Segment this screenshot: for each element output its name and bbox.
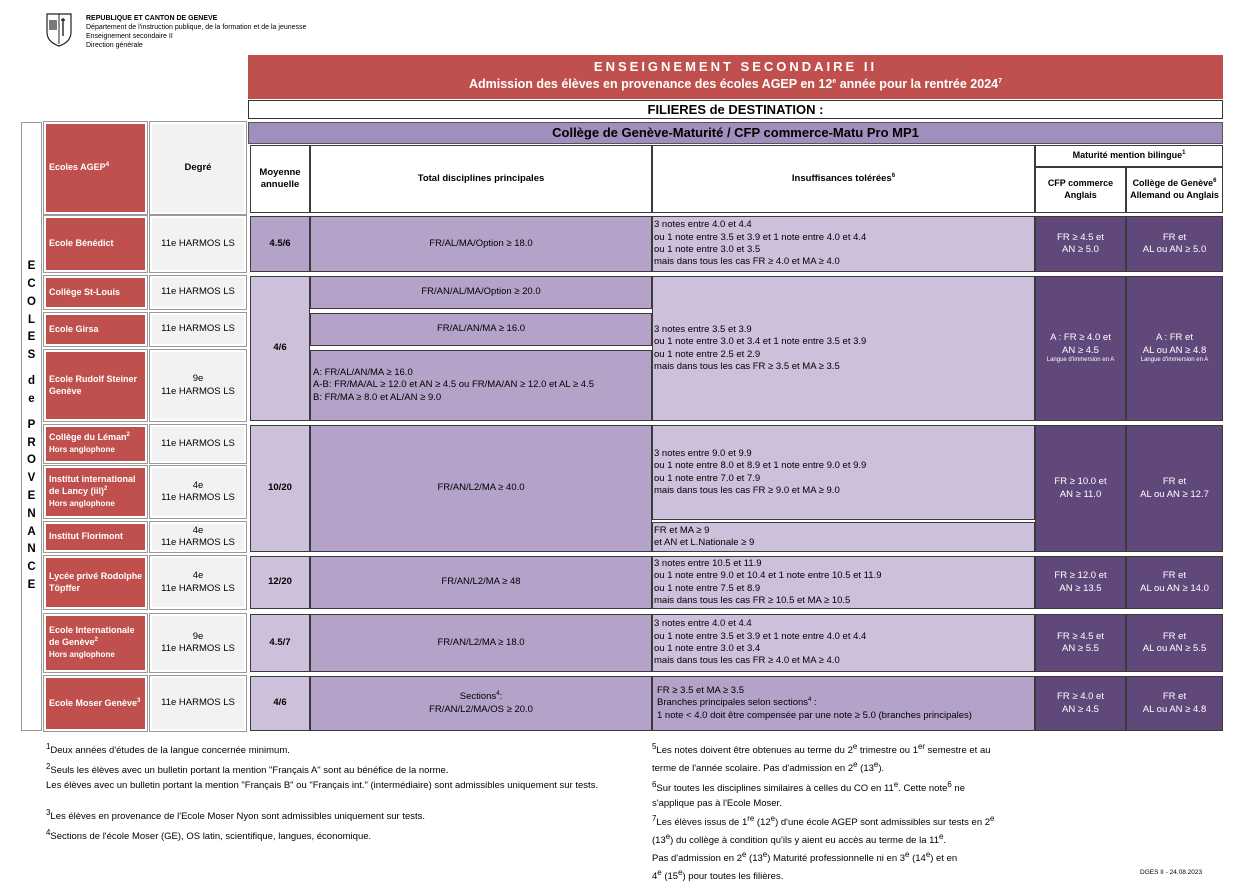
college-3: FR et AL ou AN ≥ 12.7 (1126, 425, 1223, 552)
moyenne-4: 12/20 (250, 556, 310, 609)
footnote-6: $^6$Sur toutes les disciplines similaires à celles du CO en 11e. Cette note$^6$ ne s'applique pas à l'Ecole Moser. (652, 779, 965, 809)
school-degree: 4e 11e HARMOS LS (150, 466, 246, 518)
school-name-cell: Ecole Moser Genève$^3$ (44, 676, 147, 731)
school-degree: 9e 11e HARMOS LS (150, 614, 246, 672)
footnote-7: $^7$Les élèves issus de 1re (12e) d'une école AGEP sont admissibles sur tests en 2e (13e) du collège à condition qu'ils y aient eu accès au terme de la 11e. Pas d'admission en 2e (13e) Maturité professionnelle ni en 3e (14e) et en 4e (15e) pour toutes les filières. (652, 814, 995, 883)
total-2a: FR/AN/AL/MA/Option ≥ 20.0 (310, 276, 652, 309)
side-letter: V (27, 472, 36, 485)
header-lines (86, 14, 306, 50)
doc-reference: DGES II - 24.08.2023 (1140, 869, 1203, 876)
header-line-2: Département de l'instruction publique, de la formation et de la jeunesse (86, 24, 307, 32)
school-name-cell: Collège du Léman$^2$ Hors anglophone (44, 425, 147, 463)
school-degree: 4e 11e HARMOS LS (150, 522, 246, 552)
college-4: FR et AL ou AN ≥ 14.0 (1126, 556, 1223, 609)
school-name-cell: Institut international de Lancy (iil)$^2$ Hors anglophone (44, 466, 147, 518)
school-name: Institut international de Lancy (iil) (49, 474, 136, 497)
school-degree: 11e HARMOS LS (150, 313, 246, 346)
moyenne-5: 4.5/7 (250, 614, 310, 672)
moyenne-2: 4/6 (250, 276, 310, 421)
school-name: Ecole Internationale de Genève (49, 625, 135, 648)
school-name-cell (44, 276, 147, 309)
banner-title: ENSEIGNEMENT SECONDAIRE II (593, 59, 878, 74)
school-name-cell (44, 216, 147, 272)
cfp-1: FR ≥ 4.5 et AN ≥ 5.0 (1035, 216, 1126, 272)
school-degree: 11e HARMOS LS (150, 276, 246, 309)
side-letter: O (27, 295, 36, 308)
moyenne-6: 4/6 (250, 676, 310, 731)
school-name-cell (44, 350, 147, 421)
school-name-cell (44, 556, 147, 609)
total-1: FR/AL/MA/Option ≥ 18.0 (310, 216, 652, 272)
school-note: Hors anglophone (49, 445, 115, 454)
school-name: Ecole Girsa (49, 323, 99, 334)
total-4: FR/AN/L2/MA ≥ 48 (310, 556, 652, 609)
insuff-4: 3 notes entre 10.5 et 11.9 ou 1 note entre 9.0 et 10.4 et 1 note entre 10.5 et 11.9 ou 1 note entre 7.5 et 8.9 mais dans tous les cas FR ≥ 10.5 et MA ≥ 10.5 (652, 556, 1035, 609)
school-degree: 11e HARMOS LS (150, 216, 246, 272)
school-note: Hors anglophone (49, 498, 115, 508)
footnote-3: $^3$Les élèves en provenance de l'Ecole Moser Nyon sont admissibles uniquement sur tests. (46, 808, 426, 823)
school-name: Collège St-Louis (49, 286, 121, 297)
total-3: FR/AN/L2/MA ≥ 40.0 (310, 425, 652, 552)
school-name-cell: Ecole Internationale de Genève$^2$ Hors anglophone (44, 614, 147, 672)
insuff-3: 3 notes entre 9.0 et 9.9 ou 1 note entre 8.0 et 8.9 et 1 note entre 9.0 et 9.9 ou 1 note entre 7.0 et 7.9 mais dans tous les cas FR ≥ 9.0 et MA ≥ 9.0 (652, 425, 1035, 520)
insuff-1: 3 notes entre 4.0 et 4.4 ou 1 note entre 3.5 et 3.9 et 1 note entre 4.0 et 4.4 ou 1 note entre 3.0 et 3.5 mais dans tous les cas FR ≥ 4.0 et MA ≥ 4.0 (652, 216, 1035, 272)
header-line-3: Enseignement secondaire II (86, 33, 173, 41)
school-name-cell (44, 313, 147, 346)
header-insuffisances: Insuffisances tolérées$^6$ (652, 145, 1035, 213)
side-letter: C (27, 561, 36, 574)
school-name: Ecole Rudolf Steiner Genève (49, 373, 138, 396)
footnotes-right (652, 741, 1052, 885)
school-degree: 4e 11e HARMOS LS (150, 556, 246, 609)
insuff-5: 3 notes entre 4.0 et 4.4 ou 1 note entre 3.5 et 3.9 et 1 note entre 4.0 et 4.4 ou 1 note entre 3.0 et 3.4 mais dans tous les cas FR ≥ 4.0 et MA ≥ 4.0 (652, 614, 1035, 672)
filieres-title: FILIERES de DESTINATION : (248, 100, 1223, 119)
header-ecoles-agep: Ecoles AGEP$^4$ (44, 122, 147, 214)
footnotes-left (46, 741, 646, 845)
school-name: Lycée privé Rodolphe Töpffer (49, 570, 143, 593)
moyenne-1: 4.5/6 (250, 216, 310, 272)
school-name: Institut Florimont (49, 531, 123, 542)
insuff-2: 3 notes entre 3.5 et 3.9 ou 1 note entre 3.0 et 3.4 et 1 note entre 3.5 et 3.9 ou 1 note entre 2.5 et 2.9 mais dans tous les cas FR ≥ 3.5 et MA ≥ 3.5 (652, 276, 1035, 421)
college-6: FR et AL ou AN ≥ 4.8 (1126, 676, 1223, 731)
school-name: Collège du Léman (49, 432, 127, 443)
banner (248, 55, 1223, 99)
banner-subtitle: Admission des élèves en provenance des écoles AGEP en 12e année pour la rentrée 2024$^7$ (468, 77, 1003, 91)
header-maturite: Maturité mention bilingue$^1$ (1035, 145, 1223, 167)
cfp-3: FR ≥ 10.0 et AN ≥ 11.0 (1035, 425, 1126, 552)
college-1: FR et AL ou AN ≥ 5.0 (1126, 216, 1223, 272)
college-title: Collège de Genève-Maturité / CFP commerce-Matu Pro MP1 (248, 122, 1223, 144)
school-note: Hors anglophone (49, 649, 115, 659)
header-total: Total disciplines principales (310, 145, 652, 213)
insuff-3b: FR et MA ≥ 9 et AN et L.Nationale ≥ 9 (652, 522, 1035, 552)
school-degree: 11e HARMOS LS (150, 676, 246, 731)
school-degree: 9e 11e HARMOS LS (150, 350, 246, 421)
footnote-5: $^5$Les notes doivent être obtenues au terme du 2e trimestre ou 1er semestre et au terme de l'année scolaire. Pas d'admission en 2e (13e). (652, 742, 991, 775)
side-letter: N (27, 507, 36, 520)
side-letter: A (27, 525, 36, 538)
side-letter: R (27, 436, 36, 449)
total-5: FR/AN/L2/MA ≥ 18.0 (310, 614, 652, 672)
school-name: Ecole Moser Genève (49, 697, 138, 708)
footnote-2b: Les élèves avec un bulletin portant la mention "Français B" ou "Français int." (intermédiaire) sont admissibles uniquement sur tests. (46, 779, 599, 791)
cfp-5: FR ≥ 4.5 et AN ≥ 5.5 (1035, 614, 1126, 672)
side-letter: O (27, 454, 36, 467)
side-letter: P (27, 418, 36, 431)
footnote-4: $^4$Sections de l'école Moser (GE), OS latin, scientifique, langues, économique. (46, 828, 372, 843)
footnote-1: $^1$Deux années d'études de la langue concernée minimum. (46, 742, 290, 757)
side-letter: e (28, 392, 35, 405)
header-degre: Degré (150, 122, 246, 214)
moyenne-3: 10/20 (250, 425, 310, 552)
school-degree: 11e HARMOS LS (150, 425, 246, 463)
total-2b: FR/AL/AN/MA ≥ 16.0 (310, 313, 652, 346)
total-2c: A: FR/AL/AN/MA ≥ 16.0 A-B: FR/MA/AL ≥ 12.0 et AN ≥ 4.5 ou FR/MA/AN ≥ 12.0 et AL ≥ 4.5 B: FR/MA ≥ 8.0 et AL/AN ≥ 9.0 (310, 350, 652, 421)
side-letter: E (27, 260, 36, 273)
school-name: Ecole Bénédict (49, 238, 114, 249)
cfp-6: FR ≥ 4.0 et AN ≥ 4.5 (1035, 676, 1126, 731)
header-line-4: Direction générale (86, 42, 143, 50)
school-name-cell (44, 522, 147, 552)
footnote-2: $^2$Seuls les élèves avec un bulletin portant la mention "Français A" sont au bénéfice de la norme. (46, 761, 449, 777)
side-letter: N (27, 543, 36, 556)
side-letter: L (27, 313, 36, 326)
header-college-geneve: Collège de Genève$^6$ Allemand ou Anglais (1126, 167, 1223, 213)
canton-logo (44, 10, 74, 50)
side-letter: S (27, 349, 36, 362)
insuff-6: FR ≥ 3.5 et MA ≥ 3.5 Branches principales selon sections$^4$ : 1 note < 4.0 doit être compensée par une note ≥ 5.0 (branches principales) (652, 676, 1035, 731)
college-2: A : FR et AL ou AN ≥ 4.8 Langue d'immersion en A (1126, 276, 1223, 421)
side-letter: d (27, 375, 36, 388)
side-letter: E (27, 579, 36, 591)
cfp-4: FR ≥ 12.0 et AN ≥ 13.5 (1035, 556, 1126, 609)
header-cfp-commerce: CFP commerce Anglais (1035, 167, 1126, 213)
total-6: Sections$^4$: FR/AN/L2/MA/OS ≥ 20.0 (310, 676, 652, 731)
college-5: FR et AL ou AN ≥ 5.5 (1126, 614, 1223, 672)
header-line-1: REPUBLIQUE ET CANTON DE GENEVE (86, 15, 218, 22)
side-letter: C (27, 278, 36, 290)
side-letter: E (27, 331, 36, 344)
side-letter: E (27, 489, 36, 502)
side-label-ecoles-de-provenance (21, 122, 42, 731)
header-moyenne: Moyenne annuelle (250, 145, 310, 213)
cfp-2: A : FR ≥ 4.0 et AN ≥ 4.5 Langue d'immersion en A (1035, 276, 1126, 421)
